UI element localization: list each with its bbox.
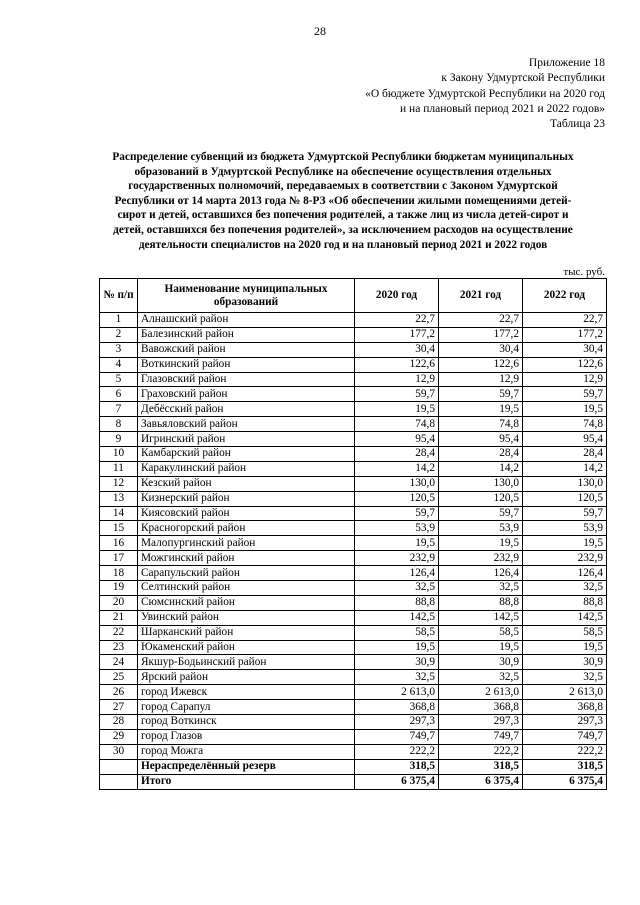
value-2022: 120,5: [523, 491, 607, 506]
table-row: [100, 506, 607, 521]
value-2021: 126,4: [439, 566, 523, 581]
value-2020: 142,5: [355, 610, 439, 625]
total-row: [100, 774, 607, 789]
table-row: [100, 729, 607, 744]
row-number: 27: [100, 700, 138, 715]
value-2021: 122,6: [439, 357, 523, 372]
row-number: 28: [100, 715, 138, 730]
value-2020: 2 613,0: [355, 685, 439, 700]
value-2020: 232,9: [355, 551, 439, 566]
value-2022: 28,4: [523, 447, 607, 462]
row-number: 23: [100, 640, 138, 655]
value-2021: 59,7: [439, 506, 523, 521]
municipality-name: Кезский район: [138, 476, 355, 491]
header-num: № п/п: [100, 279, 138, 313]
appendix-line: к Закону Удмуртской Республики: [441, 72, 605, 85]
value-2022: 122,6: [523, 357, 607, 372]
municipality-name: Глазовский район: [138, 372, 355, 387]
row-number: 18: [100, 566, 138, 581]
row-number: 11: [100, 461, 138, 476]
appendix-line: Приложение 18: [528, 57, 605, 69]
value-2021: 30,4: [439, 342, 523, 357]
empty-cell: [100, 759, 138, 774]
table-body: [100, 313, 607, 790]
value-2022: 95,4: [523, 432, 607, 447]
value-2022: 2 613,0: [523, 685, 607, 700]
row-number: 17: [100, 551, 138, 566]
row-number: 1: [100, 313, 138, 328]
value-2022: 74,8: [523, 417, 607, 432]
value-2021: 12,9: [439, 372, 523, 387]
municipality-name: Красногорский район: [138, 521, 355, 536]
value-2021: 318,5: [439, 759, 523, 774]
value-2022: 19,5: [523, 402, 607, 417]
value-2021: 30,9: [439, 655, 523, 670]
table-row: [100, 417, 607, 432]
row-number: 12: [100, 476, 138, 491]
header-2020: 2020 год: [355, 279, 439, 313]
value-2021: 19,5: [439, 640, 523, 655]
row-number: 3: [100, 342, 138, 357]
value-2022: 368,8: [523, 700, 607, 715]
row-number: 9: [100, 432, 138, 447]
municipality-name: Кизнерский район: [138, 491, 355, 506]
municipality-name: Игринский район: [138, 432, 355, 447]
row-number: 26: [100, 685, 138, 700]
value-2022: 12,9: [523, 372, 607, 387]
municipality-name: город Сарапул: [138, 700, 355, 715]
table-row: [100, 595, 607, 610]
value-2022: 32,5: [523, 581, 607, 596]
value-2021: 53,9: [439, 521, 523, 536]
municipality-name: Вавожский район: [138, 342, 355, 357]
value-2022: 318,5: [523, 759, 607, 774]
row-number: 2: [100, 327, 138, 342]
value-2022: 142,5: [523, 610, 607, 625]
value-2020: 297,3: [355, 715, 439, 730]
value-2020: 222,2: [355, 744, 439, 759]
value-2021: 142,5: [439, 610, 523, 625]
value-2021: 32,5: [439, 670, 523, 685]
value-2022: 59,7: [523, 506, 607, 521]
units-label: тыс. руб.: [563, 266, 605, 278]
value-2020: 19,5: [355, 402, 439, 417]
municipality-name: Завьяловский район: [138, 417, 355, 432]
value-2021: 6 375,4: [439, 774, 523, 789]
value-2020: 368,8: [355, 700, 439, 715]
municipality-name: Камбарский район: [138, 447, 355, 462]
table-row: [100, 461, 607, 476]
table-row: [100, 640, 607, 655]
value-2020: 59,7: [355, 506, 439, 521]
total-row-label: Итого: [138, 774, 355, 789]
municipality-name: Сарапульский район: [138, 566, 355, 581]
value-2020: 12,9: [355, 372, 439, 387]
row-number: 24: [100, 655, 138, 670]
value-2022: 19,5: [523, 536, 607, 551]
table-row: [100, 551, 607, 566]
value-2022: 6 375,4: [523, 774, 607, 789]
document-title: Распределение субвенций из бюджета Удмуртской Республики бюджетам муниципальных образований в Удмуртской Республике на обеспечение осуществления отдельных государственных полномочий, передаваемых в соответствии с Законом Удмуртской Республики от 14 марта 2013 года № 8-РЗ «Об обеспечении жилыми помещениями детей-сирот и детей, оставшихся без попечения родителей, а также лиц из числа детей-сирот и детей, оставшихся без попечения родителей», за исключением расходов на осуществление деятельности специалистов на 2020 год и на плановый период 2021 и 2022 годов: [112, 151, 574, 251]
appendix-line: «О бюджете Удмуртской Республики на 2020 год: [365, 87, 605, 100]
value-2022: 30,9: [523, 655, 607, 670]
value-2021: 19,5: [439, 536, 523, 551]
municipality-name: город Можга: [138, 744, 355, 759]
municipality-name: Малопургинский район: [138, 536, 355, 551]
value-2022: 177,2: [523, 327, 607, 342]
value-2020: 88,8: [355, 595, 439, 610]
value-2020: 122,6: [355, 357, 439, 372]
value-2020: 58,5: [355, 625, 439, 640]
value-2020: 19,5: [355, 536, 439, 551]
value-2022: 130,0: [523, 476, 607, 491]
municipality-name: Балезинский район: [138, 327, 355, 342]
value-2022: 19,5: [523, 640, 607, 655]
value-2022: 126,4: [523, 566, 607, 581]
municipality-name: город Глазов: [138, 729, 355, 744]
value-2020: 318,5: [355, 759, 439, 774]
municipality-name: Шарканский район: [138, 625, 355, 640]
table-row: [100, 313, 607, 328]
header-name: Наименование муниципальных образований: [138, 279, 355, 313]
table-row: [100, 581, 607, 596]
table-row: [100, 402, 607, 417]
row-number: 30: [100, 744, 138, 759]
table-row: [100, 744, 607, 759]
value-2022: 58,5: [523, 625, 607, 640]
header-2021: 2021 год: [439, 279, 523, 313]
table-row: [100, 625, 607, 640]
value-2021: 32,5: [439, 581, 523, 596]
reserve-row-label: Нераспределённый резерв: [138, 759, 355, 774]
page-number: 28: [314, 24, 326, 38]
row-number: 29: [100, 729, 138, 744]
value-2020: 32,5: [355, 581, 439, 596]
value-2022: 297,3: [523, 715, 607, 730]
value-2020: 120,5: [355, 491, 439, 506]
value-2022: 222,2: [523, 744, 607, 759]
value-2021: 19,5: [439, 402, 523, 417]
value-2020: 126,4: [355, 566, 439, 581]
row-number: 4: [100, 357, 138, 372]
municipality-name: Каракулинский район: [138, 461, 355, 476]
value-2021: 120,5: [439, 491, 523, 506]
table-row: [100, 372, 607, 387]
appendix-header: [305, 56, 605, 132]
value-2021: 222,2: [439, 744, 523, 759]
reserve-row: [100, 759, 607, 774]
table-row: [100, 700, 607, 715]
value-2021: 22,7: [439, 313, 523, 328]
value-2021: 749,7: [439, 729, 523, 744]
row-number: 10: [100, 447, 138, 462]
table-row: [100, 327, 607, 342]
value-2022: 32,5: [523, 670, 607, 685]
table-row: [100, 521, 607, 536]
value-2022: 59,7: [523, 387, 607, 402]
value-2020: 19,5: [355, 640, 439, 655]
value-2022: 88,8: [523, 595, 607, 610]
table-row: [100, 655, 607, 670]
table-row: [100, 447, 607, 462]
table-row: [100, 536, 607, 551]
municipality-name: Ярский район: [138, 670, 355, 685]
value-2020: 30,9: [355, 655, 439, 670]
municipality-name: Киясовский район: [138, 506, 355, 521]
value-2020: 28,4: [355, 447, 439, 462]
value-2021: 14,2: [439, 461, 523, 476]
value-2021: 58,5: [439, 625, 523, 640]
table-row: [100, 491, 607, 506]
value-2020: 30,4: [355, 342, 439, 357]
municipality-name: Воткинский район: [138, 357, 355, 372]
row-number: 6: [100, 387, 138, 402]
municipality-name: Алнашский район: [138, 313, 355, 328]
value-2021: 130,0: [439, 476, 523, 491]
row-number: 8: [100, 417, 138, 432]
value-2020: 130,0: [355, 476, 439, 491]
municipality-name: Граховский район: [138, 387, 355, 402]
value-2020: 53,9: [355, 521, 439, 536]
value-2021: 59,7: [439, 387, 523, 402]
table-row: [100, 566, 607, 581]
value-2022: 749,7: [523, 729, 607, 744]
municipality-name: Юкаменский район: [138, 640, 355, 655]
municipality-name: Селтинский район: [138, 581, 355, 596]
row-number: 7: [100, 402, 138, 417]
table-row: [100, 685, 607, 700]
table-row: [100, 610, 607, 625]
value-2020: 749,7: [355, 729, 439, 744]
municipality-name: Сюмсинский район: [138, 595, 355, 610]
row-number: 20: [100, 595, 138, 610]
value-2020: 6 375,4: [355, 774, 439, 789]
value-2021: 368,8: [439, 700, 523, 715]
municipality-name: город Воткинск: [138, 715, 355, 730]
row-number: 19: [100, 581, 138, 596]
value-2022: 14,2: [523, 461, 607, 476]
table-header-row: [100, 279, 607, 313]
value-2022: 232,9: [523, 551, 607, 566]
value-2022: 22,7: [523, 313, 607, 328]
header-2022: 2022 год: [523, 279, 607, 313]
municipality-name: Якшур-Бодьинский район: [138, 655, 355, 670]
table-row: [100, 670, 607, 685]
value-2021: 95,4: [439, 432, 523, 447]
row-number: 5: [100, 372, 138, 387]
empty-cell: [100, 774, 138, 789]
value-2020: 14,2: [355, 461, 439, 476]
value-2021: 232,9: [439, 551, 523, 566]
row-number: 21: [100, 610, 138, 625]
value-2020: 177,2: [355, 327, 439, 342]
value-2021: 297,3: [439, 715, 523, 730]
row-number: 15: [100, 521, 138, 536]
row-number: 25: [100, 670, 138, 685]
value-2020: 22,7: [355, 313, 439, 328]
value-2021: 74,8: [439, 417, 523, 432]
row-number: 13: [100, 491, 138, 506]
value-2020: 59,7: [355, 387, 439, 402]
value-2020: 95,4: [355, 432, 439, 447]
table-row: [100, 715, 607, 730]
value-2020: 32,5: [355, 670, 439, 685]
value-2021: 2 613,0: [439, 685, 523, 700]
table-row: [100, 342, 607, 357]
value-2022: 30,4: [523, 342, 607, 357]
table-row: [100, 476, 607, 491]
row-number: 22: [100, 625, 138, 640]
table-number: Таблица 23: [550, 118, 605, 131]
municipality-name: Дебёсский район: [138, 402, 355, 417]
municipality-name: Можгинский район: [138, 551, 355, 566]
municipality-name: город Ижевск: [138, 685, 355, 700]
table-row: [100, 357, 607, 372]
table-row: [100, 432, 607, 447]
appendix-line: и на плановый период 2021 и 2022 годов»: [400, 102, 605, 115]
value-2021: 177,2: [439, 327, 523, 342]
subsidy-table: [99, 278, 607, 790]
row-number: 16: [100, 536, 138, 551]
row-number: 14: [100, 506, 138, 521]
value-2021: 28,4: [439, 447, 523, 462]
value-2022: 53,9: [523, 521, 607, 536]
value-2021: 88,8: [439, 595, 523, 610]
municipality-name: Увинский район: [138, 610, 355, 625]
value-2020: 74,8: [355, 417, 439, 432]
table-row: [100, 387, 607, 402]
